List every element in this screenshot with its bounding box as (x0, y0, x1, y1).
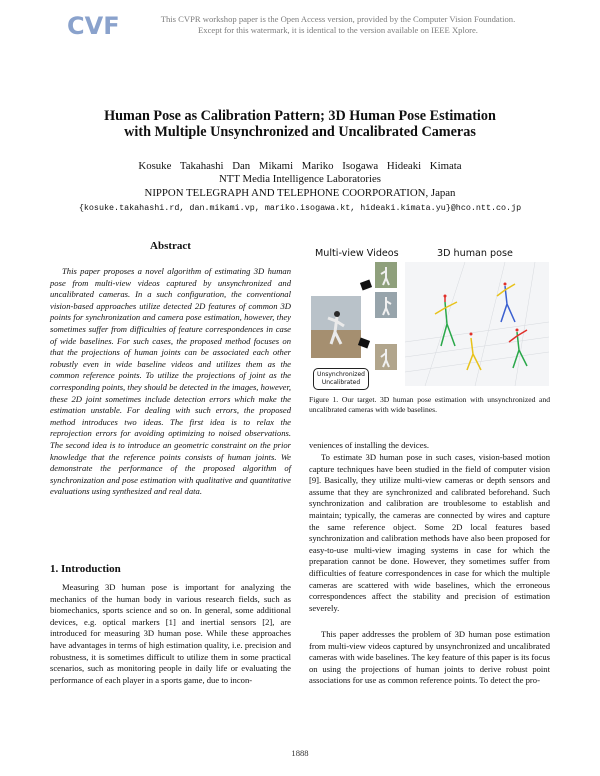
callout-line-1: Unsynchronized (317, 371, 365, 378)
figure-label-3d-pose: 3D human pose (437, 248, 513, 259)
callout-line-2: Uncalibrated (321, 379, 361, 386)
video-frame-top (375, 262, 397, 288)
affiliation-lab: NTT Media Intelligence Laboratories (219, 173, 381, 185)
introduction-heading: 1. Introduction (50, 563, 121, 575)
authors: Kosuke Takahashi Dan Mikami Mariko Isogawa Hideaki Kimata (138, 160, 462, 172)
author-emails: {kosuke.takahashi.rd, dan.mikami.vp, mariko.isogawa.kt, hideaki.kimata.yu}@hco.ntt.co.jp (78, 203, 522, 213)
watermark-notice (118, 14, 558, 36)
introduction-paragraph-2: To estimate 3D human pose in such cases, vision-based motion capture techniques have been studied in the field of computer vision [9]. Basically, they utilize multi-view cameras or depth sensors and assume that they are synchronized and calibrated beforehand. Such synchronization and calibration are troublesome to establish and maintain; typically, the cameras are connected by wires and capture the same reference object. Some 2D local features based synchronization and calibration methods have also been proposed for easy-to-use multi-view imaging systems in case for which the preparation cannot be done. However, they sometimes suffer from difficulties of feature correspondences in case for which the multiple cameras are scattered with wide baselines, which the erroneous correspondences affect the stability and precision of estimation severely. (309, 452, 550, 613)
unsync-uncalib-callout (313, 368, 369, 390)
figure-label-multiview: Multi-view Videos (315, 248, 399, 259)
paper-title-line-1: Human Pose as Calibration Pattern; 3D Human Pose Estimation (104, 108, 496, 124)
video-frame-main (311, 296, 361, 358)
affiliation-company: NIPPON TELEGRAPH AND TELEPHONE COORPORATION, Japan (144, 187, 456, 199)
introduction-paragraph-1-continued: veniences of installing the devices. (309, 440, 430, 450)
figure-1 (309, 244, 550, 394)
abstract-text: This paper proposes a novel algorithm of estimating 3D human pose from multi-view videos captured by unsynchronized and uncalibrated cameras. In a such configuration, the conventional vision-based approaches utilize detected 2D features of common 3D points for synchronization and camera pose estimation, however, they sometimes suffer from difficulties of feature correspondences in case of wide baselines. For such cases, the proposed method focuses on that the projections of human joints can be associated each other robustly even in wide baseline videos and utilizes them as the common reference points. To utilize the projections of joint as the corresponding points, they should be detected in the images, however, these 2D joint sometimes include detection errors which make the estimation unstable. For dealing with such errors, the proposed method introduces two ideas. The first idea is to relax the reprojection errors for avoiding optimizing to noised observations. The second idea is to introduce an geometric constraint on the prior knowledge that the reference points consists of human joints. We demonstrate the performance of the proposed algorithm of synchronization and pose estimation with qualitative and quantitative evaluations using synthesized and real data. (50, 266, 291, 497)
watermark-line-1: This CVPR workshop paper is the Open Access version, provided by the Computer Vision Foundation. (160, 14, 516, 24)
abstract-heading: Abstract (150, 240, 191, 252)
camera-icon (361, 280, 375, 290)
introduction-paragraph-3: This paper addresses the problem of 3D human pose estimation from multi-view videos captured by unsynchronized and uncalibrated cameras with wide baselines. The key feature of this paper is its focus on using the projections of human joints to derive robust point associations for use as common reference points. To detect the pro- (309, 629, 550, 686)
introduction-paragraph-1: Measuring 3D human pose is important for analyzing the mechanics of the human body in various research fields, such as biomechanics, sports science and so on. In general, some additional devices, e.g. optical markers [1] and inertial sensors [2], are introduced for measuring 3D human pose. While these approaches have advantages in terms of high estimation quality, i.e. precision and robustness, it is sometimes difficult to utilize them in some practical scenarios, such as monitoring people in daily life or evaluating the performance of each player in a sports game, due to incon- (50, 582, 291, 685)
pose-3d-visualization (405, 262, 549, 386)
figure-1-caption: Figure 1. Our target. 3D human pose estimation with unsynchronized and uncalibrated cameras with wide baselines. (309, 395, 550, 414)
cvf-logo-icon (66, 10, 120, 40)
paper-title-line-2: with Multiple Unsynchronized and Uncalibrated Cameras (124, 124, 476, 140)
camera-icon (359, 338, 373, 348)
watermark-line-2: Except for this watermark, it is identical to the version available on IEEE Xplore. (198, 25, 478, 35)
cvf-logo-text: CVF (67, 12, 120, 40)
page-number: 1888 (291, 748, 309, 758)
video-frame-bottom (375, 344, 397, 370)
video-frame-middle (375, 292, 397, 318)
